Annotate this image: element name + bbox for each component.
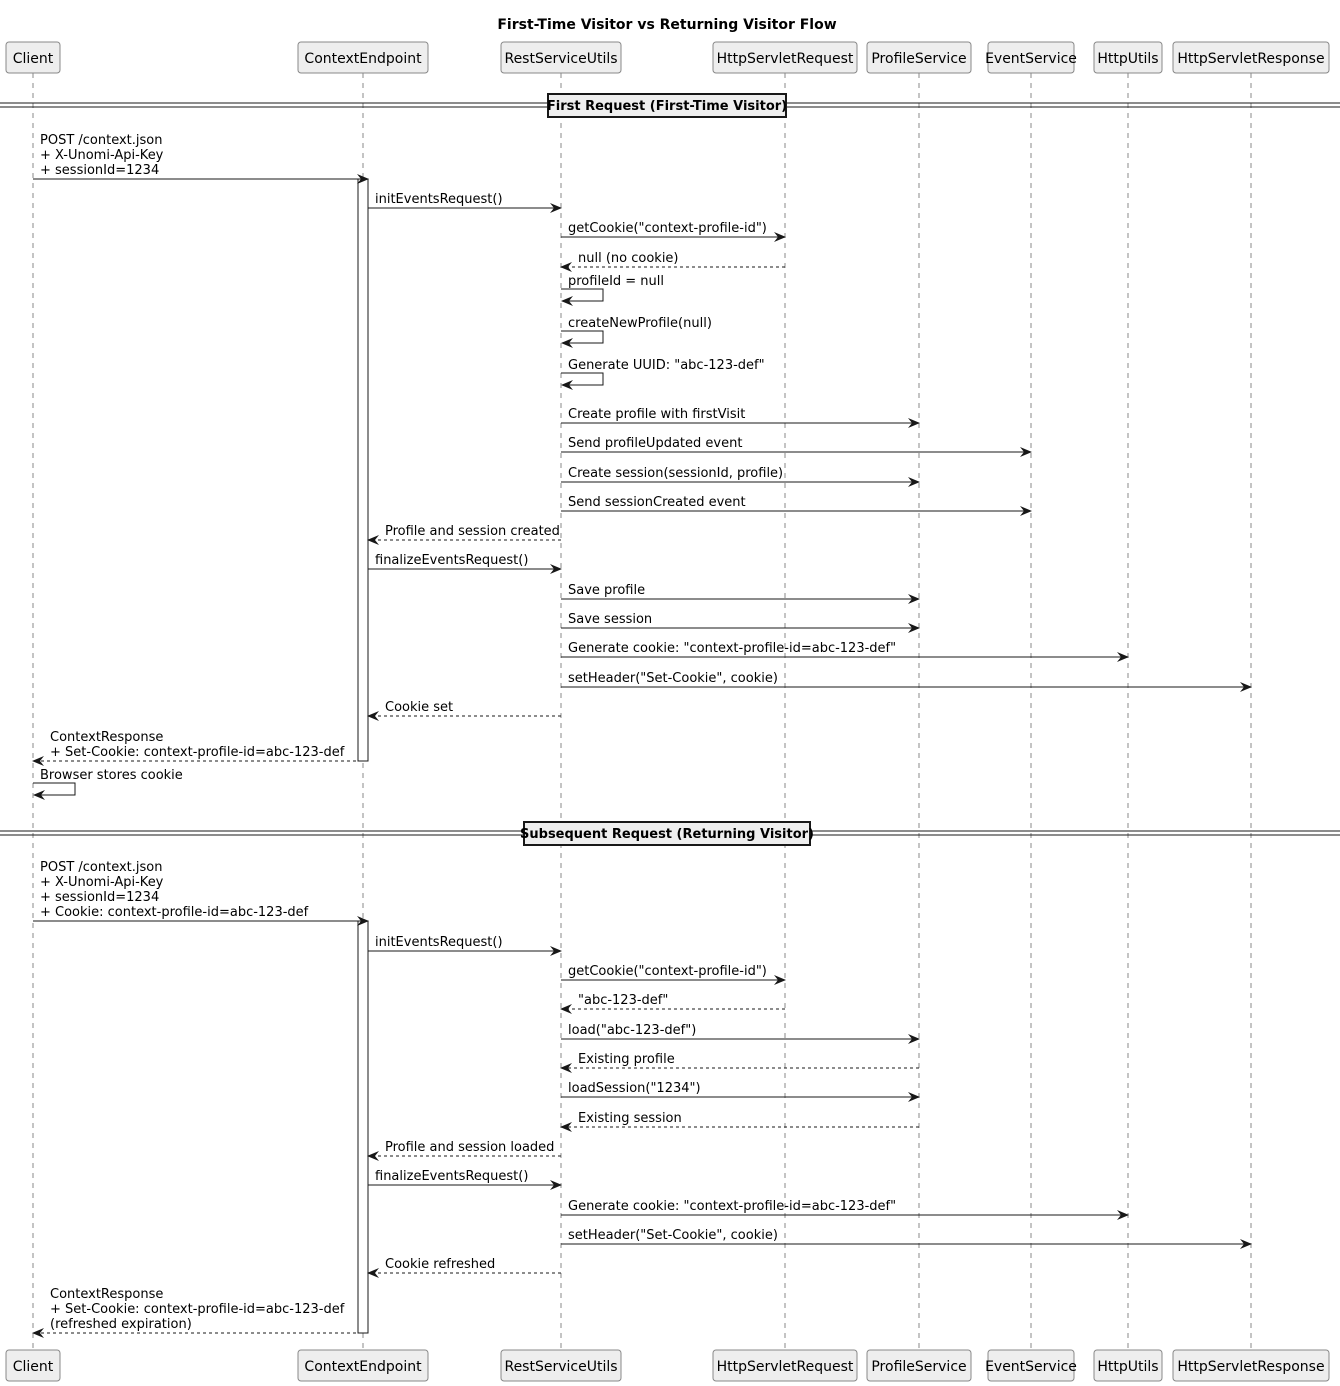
message-label: getCookie("context-profile-id"): [568, 964, 767, 979]
participant-eventservice-header: [985, 42, 1077, 73]
message-label: (refreshed expiration): [50, 1317, 192, 1332]
participant-label: Client: [12, 51, 54, 67]
message-label: setHeader("Set-Cookie", cookie): [568, 1228, 778, 1243]
message-27: [561, 1081, 919, 1097]
message-10: [561, 466, 919, 482]
participant-httpservletrequest-footer: [713, 1350, 857, 1381]
message-label: Send sessionCreated event: [568, 495, 746, 510]
self-message-arrow: [561, 289, 603, 301]
message-3: [561, 221, 785, 237]
divider-subsequent-request: [0, 822, 1340, 845]
message-label: Profile and session created: [385, 524, 560, 539]
messages: [33, 133, 1251, 1333]
message-label: + Cookie: context-profile-id=abc-123-def: [40, 905, 309, 920]
message-21: [33, 860, 368, 921]
message-label: ContextResponse: [50, 1287, 164, 1302]
message-label: Existing profile: [578, 1052, 675, 1067]
activation-bar: [358, 921, 368, 1333]
message-label: ContextResponse: [50, 730, 164, 745]
message-18: [368, 700, 561, 716]
participant-httputils-footer: [1094, 1350, 1162, 1381]
message-30: [368, 1169, 561, 1185]
participant-label: HttpServletResponse: [1177, 1359, 1325, 1375]
message-14: [561, 583, 919, 599]
message-label: + sessionId=1234: [40, 163, 160, 178]
participant-contextendpoint-header: [298, 42, 428, 73]
message-label: initEventsRequest(): [375, 192, 503, 207]
message-label: getCookie("context-profile-id"): [568, 221, 767, 236]
message-28: [561, 1111, 919, 1127]
participant-eventservice-footer: [985, 1350, 1077, 1381]
message-label: + sessionId=1234: [40, 890, 160, 905]
message-label: + Set-Cookie: context-profile-id=abc-123-def: [50, 1302, 345, 1317]
message-34: [33, 1287, 368, 1333]
message-2: [368, 192, 561, 208]
participant-httputils-header: [1094, 42, 1162, 73]
participant-label: HttpServletResponse: [1177, 51, 1325, 67]
diagram-title: First-Time Visitor vs Returning Visitor Flow: [497, 17, 837, 33]
participant-restserviceutils-header: [501, 42, 621, 73]
participant-label: RestServiceUtils: [504, 51, 618, 67]
participant-label: EventService: [985, 51, 1077, 67]
message-label: Existing session: [578, 1111, 682, 1126]
message-label: Cookie set: [385, 700, 454, 715]
participant-label: ContextEndpoint: [304, 1359, 422, 1375]
message-5: [561, 274, 664, 301]
message-8: [561, 407, 919, 423]
message-label: Generate cookie: "context-profile-id=abc-123-def": [568, 641, 897, 656]
message-label: Save profile: [568, 583, 646, 598]
message-label: + X-Unomi-Api-Key: [40, 875, 164, 890]
message-label: Generate cookie: "context-profile-id=abc-123-def": [568, 1199, 897, 1214]
participant-label: ContextEndpoint: [304, 51, 422, 67]
self-message-arrow: [561, 373, 603, 385]
participant-label: HttpUtils: [1097, 51, 1159, 67]
message-label: Save session: [568, 612, 653, 627]
message-label: null (no cookie): [578, 251, 679, 266]
message-label: Create session(sessionId, profile): [568, 466, 784, 481]
message-6: [561, 316, 712, 343]
participant-label: Client: [12, 1359, 54, 1375]
message-4: [561, 251, 785, 267]
participant-profileservice-header: [867, 42, 971, 73]
message-16: [561, 641, 1128, 657]
message-17: [561, 671, 1251, 687]
participant-label: RestServiceUtils: [504, 1359, 618, 1375]
message-7: [561, 358, 765, 385]
message-13: [368, 553, 561, 569]
message-25: [561, 1023, 919, 1039]
message-label: + X-Unomi-Api-Key: [40, 148, 164, 163]
message-label: Generate UUID: "abc-123-def": [568, 358, 765, 373]
self-message-arrow: [561, 331, 603, 343]
participant-restserviceutils-footer: [501, 1350, 621, 1381]
message-label: setHeader("Set-Cookie", cookie): [568, 671, 778, 686]
participant-httpservletresponse-header: [1173, 42, 1329, 73]
participant-label: EventService: [985, 1359, 1077, 1375]
message-31: [561, 1199, 1128, 1215]
message-23: [561, 964, 785, 980]
participants: [6, 42, 1329, 1381]
activations: [358, 179, 368, 1333]
message-label: finalizeEventsRequest(): [375, 553, 529, 568]
message-33: [368, 1257, 561, 1273]
message-32: [561, 1228, 1251, 1244]
message-11: [561, 495, 1031, 511]
message-12: [368, 524, 561, 540]
participant-client-header: [6, 42, 60, 73]
message-1: [33, 133, 368, 179]
self-message-arrow: [33, 783, 75, 795]
participant-label: ProfileService: [871, 1359, 967, 1375]
message-label: initEventsRequest(): [375, 935, 503, 950]
message-9: [561, 436, 1031, 452]
message-label: "abc-123-def": [578, 993, 669, 1008]
participant-label: HttpServletRequest: [716, 1359, 854, 1375]
message-20: [33, 768, 183, 795]
message-24: [561, 993, 785, 1009]
participant-contextendpoint-footer: [298, 1350, 428, 1381]
message-label: profileId = null: [568, 274, 665, 289]
participant-httpservletresponse-footer: [1173, 1350, 1329, 1381]
participant-label: HttpUtils: [1097, 1359, 1159, 1375]
message-15: [561, 612, 919, 628]
message-label: createNewProfile(null): [568, 316, 712, 331]
message-19: [33, 730, 368, 761]
message-label: Cookie refreshed: [385, 1257, 496, 1272]
participant-httpservletrequest-header: [713, 42, 857, 73]
divider-label: Subsequent Request (Returning Visitor): [520, 827, 814, 842]
message-label: load("abc-123-def"): [568, 1023, 697, 1038]
message-22: [368, 935, 561, 951]
participant-label: ProfileService: [871, 51, 967, 67]
message-label: POST /context.json: [40, 133, 163, 148]
message-label: finalizeEventsRequest(): [375, 1169, 529, 1184]
divider-label: First Request (First-Time Visitor): [546, 99, 788, 114]
participant-client-footer: [6, 1350, 60, 1381]
activation-bar: [358, 179, 368, 761]
message-label: Browser stores cookie: [40, 768, 183, 783]
divider-first-request: [0, 94, 1340, 117]
participant-profileservice-footer: [867, 1350, 971, 1381]
message-label: POST /context.json: [40, 860, 163, 875]
message-label: Send profileUpdated event: [568, 436, 743, 451]
message-label: + Set-Cookie: context-profile-id=abc-123-def: [50, 745, 345, 760]
message-29: [368, 1140, 561, 1156]
message-label: loadSession("1234"): [568, 1081, 701, 1096]
participant-label: HttpServletRequest: [716, 51, 854, 67]
message-26: [561, 1052, 919, 1068]
message-label: Create profile with firstVisit: [568, 407, 746, 422]
message-label: Profile and session loaded: [385, 1140, 555, 1155]
